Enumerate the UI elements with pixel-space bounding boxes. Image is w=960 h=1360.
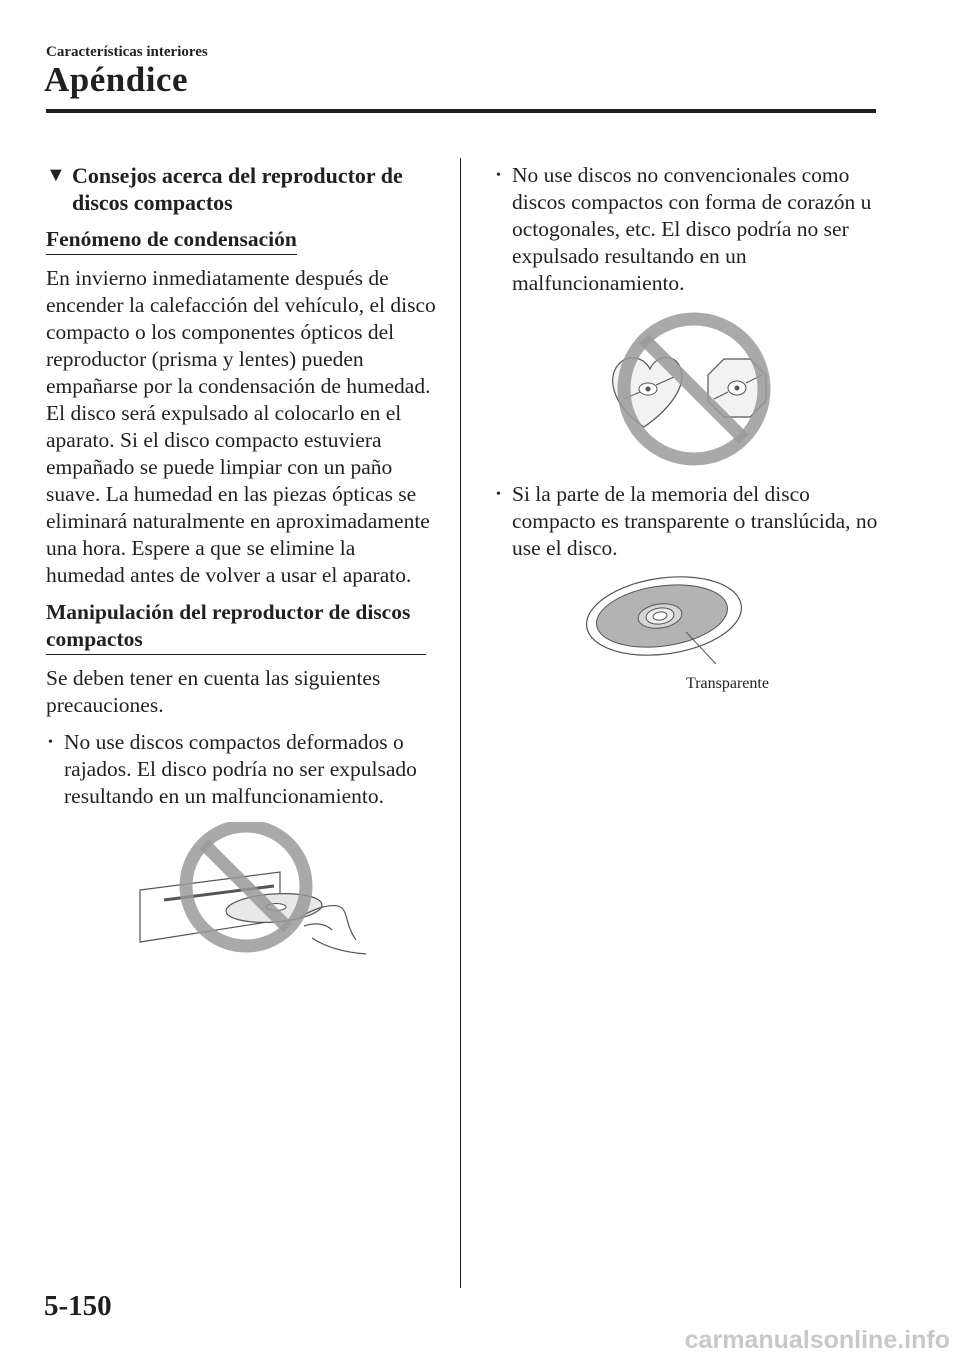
bullet-icon: • <box>496 168 501 183</box>
bullet-text: No use discos no convencionales como discos compactos con forma de corazón u octogonales, etc. El disco podría no ser expulsado resultando en un malfuncionamiento. <box>512 163 872 295</box>
section-title-text: Consejos acerca del reproductor de discos compactos <box>72 163 403 215</box>
right-column <box>494 162 894 704</box>
condensation-paragraph: En invierno inmediatamente después de encender la calefacción del vehículo, el disco compacto o los componentes ópticos del reproductor (prisma y lentes) pueden empañarse por la condensación de humedad. El disco será expulsado al colocarlo en el aparato. Si el disco compacto estuviera empañado se puede limpiar con un paño suave. La humedad en las piezas ópticas se eliminará naturalmente en aproximadamente una hora. Espere a que se elimine la humedad antes de volver a usar el aparato. <box>46 266 436 587</box>
handling-intro-paragraph: Se deben tener en cuenta las siguientes precauciones. <box>46 666 381 717</box>
figure-caption-transparent: Transparente <box>686 675 769 692</box>
prohibited-deformed-disc-icon <box>134 822 374 972</box>
page-number: 5-150 <box>44 1290 112 1322</box>
subhead-condensation: Fenómeno de condensación <box>46 226 297 255</box>
section-title <box>46 162 438 216</box>
bullet-transparent-discs <box>494 481 894 562</box>
bullet-deformed-discs <box>46 729 438 810</box>
bullet-text: Si la parte de la memoria del disco compacto es transparente o translúcida, no use el disco. <box>512 482 878 560</box>
triangle-marker-icon: ▼ <box>46 164 66 186</box>
watermark: carmanualsonline.info <box>684 1326 950 1354</box>
page-title: Apéndice <box>44 60 188 99</box>
header-divider <box>46 109 876 113</box>
figure-irregular-discs <box>604 309 894 469</box>
figure-transparent-disc <box>582 574 822 704</box>
transparent-disc-icon <box>582 574 752 674</box>
figure-deformed-disc <box>134 822 438 972</box>
header-section-label: Características interiores <box>46 44 208 60</box>
bullet-icon: • <box>496 487 501 502</box>
bullet-irregular-discs <box>494 162 894 297</box>
column-divider <box>460 158 461 1288</box>
subhead-handling: Manipulación del reproductor de discos compactos <box>46 599 426 655</box>
bullet-icon: • <box>48 735 53 750</box>
left-column <box>46 162 438 972</box>
prohibited-irregular-disc-icon <box>604 309 784 469</box>
bullet-text: No use discos compactos deformados o rajados. El disco podría no ser expulsado resultando en un malfuncionamiento. <box>64 730 417 808</box>
